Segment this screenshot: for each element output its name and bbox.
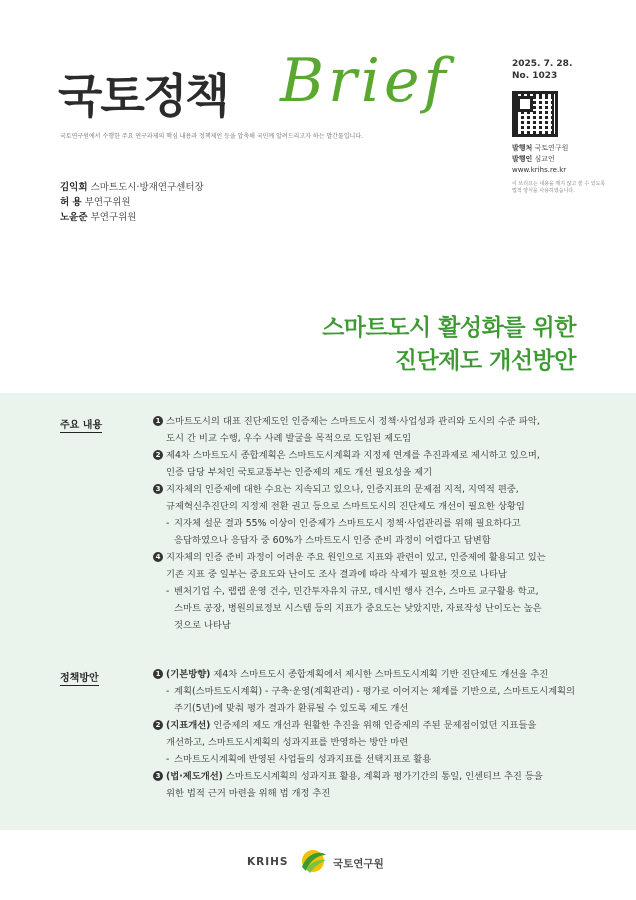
- list-item: 4 지자체의 인증 준비 과정이 어려운 주요 원인으로 지표와 관련이 있고, 인증제에 활용되고 있는 기존 지표 중 일부는 중요도와 난이도 조사 결과에 따라 삭제가 필요한 것으로 나타남: [153, 549, 588, 583]
- policy-label: 정책방안: [60, 669, 99, 686]
- document-title: 스마트도시 활성화를 위한 진단제도 개선방안: [322, 315, 576, 374]
- qr-code-icon[interactable]: [512, 91, 558, 137]
- number-badge: 2: [153, 720, 163, 730]
- issuer-line: 발행인 심교언: [512, 155, 555, 163]
- sub-list-item: - 지자체 설문 결과 55% 이상이 인증제가 스마트도시 정책·사업관리를 위해 필요하다고 응답하였으나 응답자 중 60%가 스마트도시 인증 준비 과정이 어렵다고 답변함: [166, 518, 521, 546]
- key-contents-label: 주요 내용: [60, 416, 102, 433]
- author-list: [60, 180, 204, 225]
- org-name-english: KRIHS: [247, 856, 289, 868]
- page-header: [0, 0, 636, 250]
- issue-number: No. 1023: [512, 71, 558, 81]
- sub-list-item: - 스마트도시계획에 반영된 사업들의 성과지표를 선택지표로 활용: [166, 754, 432, 765]
- page-footer: [0, 842, 636, 882]
- org-name-korean: 국토연구원: [333, 858, 384, 870]
- list-item: 1 (기본방향) 제4차 스마트도시 종합계획에서 제시한 스마트도시계획 기반 진단제도 개선을 추진: [153, 666, 588, 683]
- summary-box: [0, 393, 636, 830]
- issue-date: 2025. 7. 28.: [512, 59, 573, 69]
- number-badge: 2: [153, 450, 163, 460]
- krihs-logo-icon: [296, 847, 330, 875]
- key-contents-list: [153, 413, 588, 634]
- publisher-line: 발행처 국토연구원: [512, 144, 569, 152]
- logo-brief-script: Brief: [280, 46, 450, 116]
- website-link[interactable]: www.krihs.re.kr: [512, 166, 567, 174]
- publication-note: 이 브리프는 내용을 깨지 않고 쓸 수 있도록 법적 양식을 사용하였습니다.: [512, 181, 606, 194]
- number-badge: 1: [153, 669, 163, 679]
- author-row: 허 용 부연구위원: [60, 197, 131, 208]
- author-row: 김익회 스마트도시·방재연구센터장: [60, 182, 204, 193]
- sub-list-item: - 벤처기업 수, 랩랩 운영 건수, 민간투자유치 규모, 데시빈 행사 건수, 스마트 교구활용 학교, 스마트 공장, 병원의료정보 시스템 등의 지표가 중요도는 낮았지만, 자료작성 난이도는 높은 것으로 나타남: [166, 586, 542, 631]
- policy-list: [153, 666, 588, 802]
- list-item: 2 제4차 스마트도시 종합계획은 스마트도시계획과 지정제 연계를 추진과제로 제시하고 있으며, 인증 담당 부처인 국토교통부는 인증제의 제도 개선 필요성을 제기: [153, 447, 588, 481]
- number-badge: 4: [153, 552, 163, 562]
- list-item: 3 (법·제도개선) 스마트도시계획의 성과지표 활용, 계획과 평가기간의 통일, 인센티브 추진 등을 위한 법적 근거 마련을 위해 법 개정 추진: [153, 768, 588, 802]
- logo-korean: 국토정책: [58, 69, 228, 123]
- tagline: 국토연구원에서 수행한 주요 연구과제의 핵심 내용과 정책제언 등을 압축해 국민께 알려드리고자 하는 발간물입니다.: [60, 133, 364, 140]
- number-badge: 1: [153, 416, 163, 426]
- number-badge: 3: [153, 771, 163, 781]
- publication-info: [512, 58, 622, 195]
- list-item: 2 (지표개선) 인증제의 제도 개선과 원활한 추진을 위해 인증제의 주된 문제점이었던 지표들을 개선하고, 스마트도시계획의 성과지표를 반영하는 방안 마련: [153, 717, 588, 751]
- list-item: 1 스마트도시의 대표 진단제도인 인증제는 스마트도시 정책·사업성과 관리와 도시의 수준 파악, 도시 간 비교 수행, 우수 사례 발굴을 목적으로 도입된 제도임: [153, 413, 588, 447]
- number-badge: 3: [153, 484, 163, 494]
- sub-list-item: - 계획(스마트도시계획) - 구축·운영(계획관리) - 평가로 이어지는 체계를 기반으로, 스마트도시계획의 주기(5년)에 맞춰 평가 결과가 환류될 수 있도록 제도 개선: [166, 686, 576, 714]
- author-row: 노윤준 부연구위원: [60, 212, 137, 223]
- list-item: 3 지자체의 인증제에 대한 수요는 지속되고 있으나, 인증지표의 문제점 지적, 지역적 편중, 규제혁신추진단의 지정제 전환 권고 등으로 스마트도시의 진단제도 개선이 필요한 상황임: [153, 481, 588, 515]
